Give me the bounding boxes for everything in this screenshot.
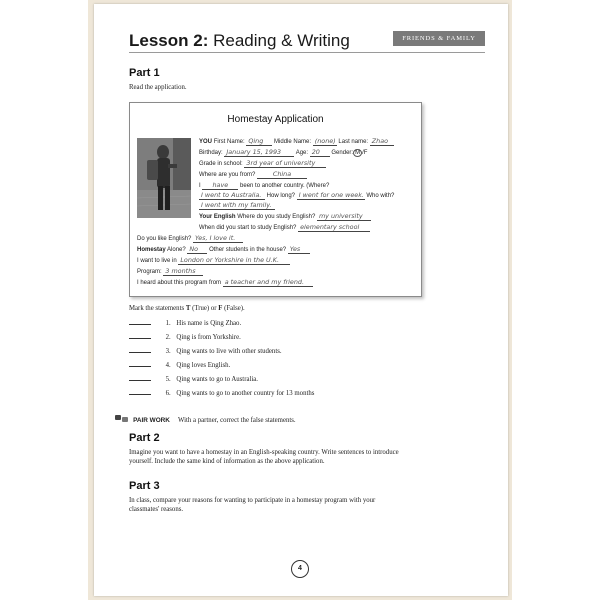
statement-text: His name is Qing Zhao. (176, 320, 242, 327)
page-number: 4 (291, 560, 309, 578)
part1-instruction: Read the application. (129, 84, 187, 91)
tf-instruction-end: (False). (222, 305, 245, 312)
statement-text: Qing wants to go to another country for 13 months (176, 390, 315, 397)
part2-line2: yourself. Include the same kind of information as the above application. (129, 458, 325, 465)
answer-blank[interactable] (129, 360, 151, 367)
where-value: I went to Australia. (199, 192, 265, 200)
gender-m-circled: M (355, 150, 361, 156)
statement-number: 4. (165, 362, 171, 369)
part2-line1: Imagine you want to have a homestay in an English-speaking country. Write sentences to introduce (129, 449, 399, 456)
student-photo (137, 138, 191, 218)
pair-work-label: PAIR WORK (133, 417, 170, 424)
unit-badge: FRIENDS & FAMILY (393, 31, 485, 46)
others-value: Yes (288, 246, 310, 254)
answer-blank[interactable] (129, 374, 151, 381)
how-long-value: I went for one week. (298, 191, 364, 199)
statement-item (129, 360, 230, 369)
program-row (137, 268, 203, 276)
part3-line1: In class, compare your reasons for wanting to participate in a homestay program with your (129, 497, 376, 504)
program-label: Program: (137, 269, 162, 275)
pair-work-icon (115, 408, 128, 427)
student-photo-image (137, 138, 191, 218)
have-value: have (202, 182, 238, 190)
start-label: When did you start to study English? (199, 225, 297, 231)
middle-name-label: Middle Name: (274, 139, 312, 145)
alone-label: Alone? (167, 247, 186, 253)
lesson-title (129, 31, 350, 51)
heard-row (137, 279, 313, 287)
birthday-label: Birthday: (199, 150, 223, 156)
homestay-row (137, 246, 310, 254)
part1-heading: Part 1 (129, 67, 160, 79)
last-name-label: Last name: (338, 139, 369, 145)
from-value: China (257, 171, 307, 179)
start-row (199, 224, 370, 232)
tf-instruction-start: Mark the statements (129, 305, 186, 312)
answer-blank[interactable] (129, 388, 151, 395)
statement-text: Qing wants to live with other students. (176, 348, 282, 355)
form-title: Homestay Application (227, 114, 324, 125)
country-prefix: I (199, 183, 201, 189)
homestay-application-form (129, 102, 422, 297)
live-row (137, 257, 290, 265)
header-rule (129, 52, 485, 53)
part3-line2: classmates' reasons. (129, 506, 184, 513)
tf-true-letter: T (185, 305, 191, 312)
grade-label: Grade in school: (199, 161, 243, 167)
lesson-name: Reading & Writing (213, 31, 350, 50)
how-long-label: How long? (266, 193, 296, 199)
statement-item (129, 318, 241, 327)
age-value: 20 (310, 149, 330, 157)
study-label: Where do you study English? (237, 214, 316, 220)
statement-number: 2. (165, 334, 171, 341)
pair-work-row (115, 407, 296, 427)
part2-heading: Part 2 (129, 432, 160, 444)
statement-item (129, 388, 314, 397)
like-label: Do you like English? (137, 236, 192, 242)
program-value: 3 months (163, 268, 203, 276)
gender-f: F (363, 150, 368, 156)
lesson-number: Lesson 2: (129, 31, 209, 50)
tf-instruction (129, 304, 245, 313)
name-row (199, 138, 394, 146)
from-row (199, 171, 307, 179)
study-row (199, 213, 371, 221)
country-row (199, 182, 329, 190)
study-value: my university (317, 213, 371, 221)
live-label: I want to live in (137, 258, 177, 264)
answer-blank[interactable] (129, 332, 151, 339)
statement-text: Qing loves English. (176, 362, 231, 369)
who-with-row (199, 202, 275, 210)
age-label: Age: (295, 150, 309, 156)
like-value: Yes, I love it. (193, 235, 243, 243)
statement-number: 6. (165, 390, 171, 397)
country-question: been to another country. (Where? (240, 183, 330, 189)
statement-item (129, 374, 258, 383)
statement-item (129, 346, 282, 355)
heard-value: a teacher and my friend. (223, 279, 313, 287)
pair-work-text: With a partner, correct the false statements. (178, 417, 296, 424)
first-name-value: Qing (246, 138, 272, 146)
who-with-value: I went with my family. (199, 202, 275, 210)
alone-value: No (187, 246, 207, 254)
start-value: elementary school (298, 224, 370, 232)
grade-value: 3rd year of university (244, 160, 326, 168)
gender-separator: / (362, 150, 364, 156)
first-name-label: First Name: (213, 139, 245, 145)
who-with-label: Who with? (366, 193, 395, 199)
middle-name-value: (none) (314, 137, 336, 145)
homestay-section-label: Homestay (137, 247, 166, 253)
statement-number: 1. (165, 320, 171, 327)
like-row (137, 235, 243, 243)
gender-label: Gender: (331, 150, 354, 156)
you-section-label: YOU (199, 139, 213, 145)
statement-number: 3. (165, 348, 171, 355)
from-label: Where are you from? (199, 172, 256, 178)
part3-heading: Part 3 (129, 480, 160, 492)
birthday-row (199, 149, 367, 157)
statement-text: Qing is from Yorkshire. (176, 334, 241, 341)
answer-blank[interactable] (129, 346, 151, 353)
heard-label: I heard about this program from (137, 280, 222, 286)
english-section-label: Your English (199, 214, 236, 220)
tf-instruction-middle: (True) or (190, 305, 219, 312)
statement-item (129, 332, 241, 341)
live-value: London or Yorkshire in the U.K. (178, 257, 290, 265)
statement-text: Qing wants to go to Australia. (176, 376, 258, 383)
tf-false-letter: F (218, 305, 223, 312)
last-name-value: Zhao (370, 138, 394, 146)
others-label: Other students in the house? (209, 247, 287, 253)
statement-number: 5. (165, 376, 171, 383)
grade-row (199, 160, 326, 168)
answer-blank[interactable] (129, 318, 151, 325)
birthday-value: January 15, 1993 (224, 149, 294, 157)
trip-row (199, 192, 394, 200)
